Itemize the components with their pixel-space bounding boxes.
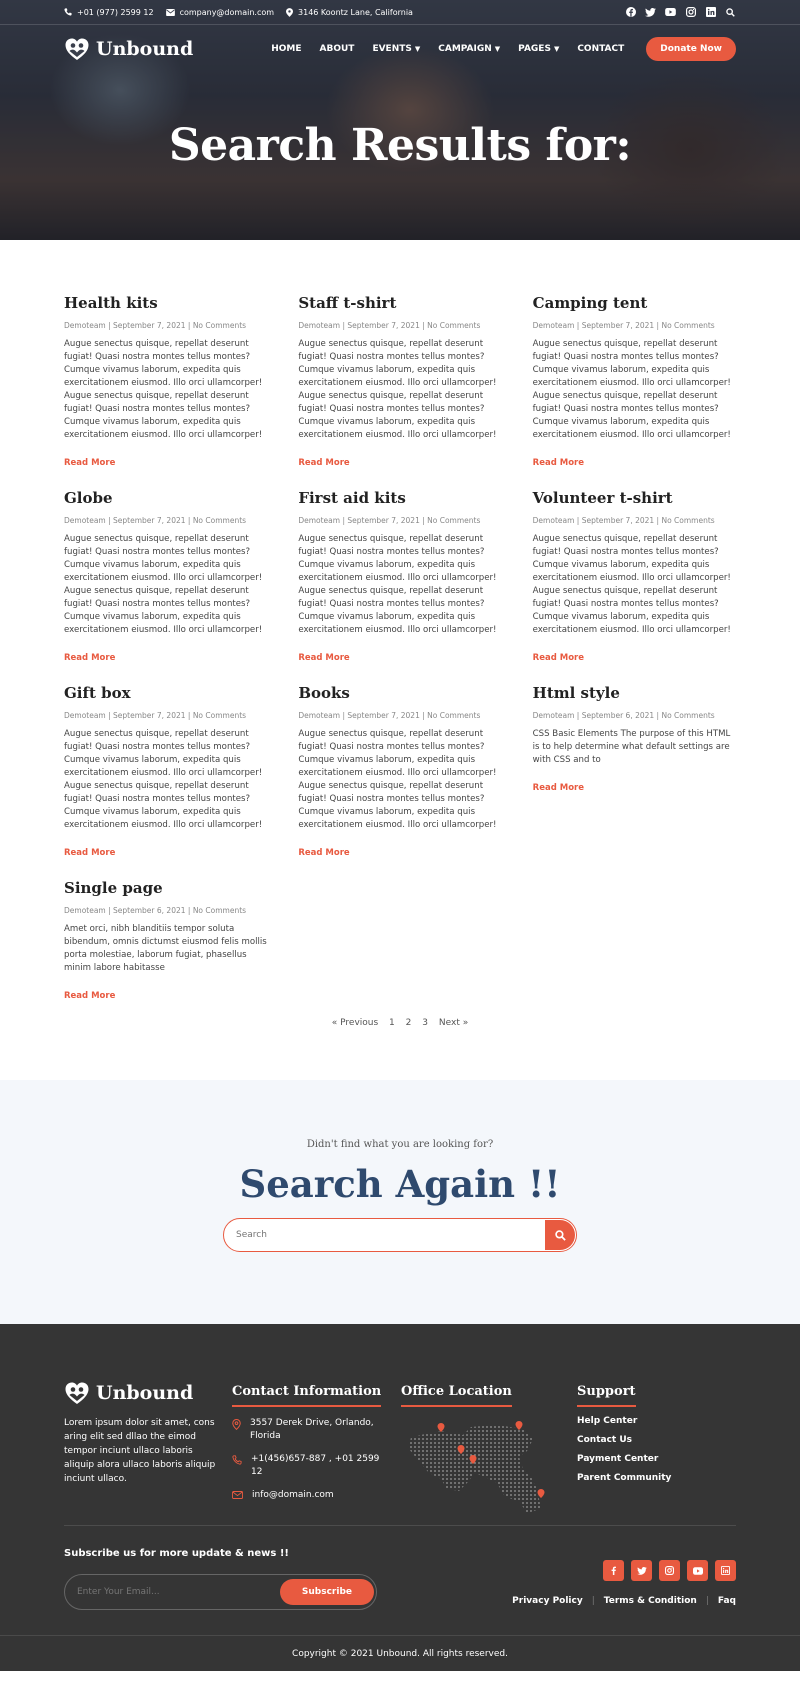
post-excerpt: Augue senectus quisque, repellat deserunt fugiat! Quasi nostra montes tellus montes? Cumque vivamus laborum, expedita quis exercitationem eiusmod. Illo orci ullamcorper! Augue senectus quisque, repellat deserunt fugiat! Quasi nostra montes tellus montes? Cumque vivamus laborum, expedita quis exercitationem eiusmod. Illo orci ullamcorper! xyxy=(298,534,497,635)
heart-hands-logo-icon xyxy=(64,36,90,62)
read-more-link[interactable]: Read More xyxy=(64,991,116,1001)
topbar-phone-text: +01 (977) 2599 12 xyxy=(77,7,154,17)
chevron-down-icon: ▼ xyxy=(414,45,421,53)
post-meta: Demoteam | September 7, 2021 | No Comments xyxy=(532,516,715,525)
twitter-icon[interactable] xyxy=(645,7,656,18)
post-author[interactable]: Demoteam xyxy=(64,711,106,720)
post-excerpt: Augue senectus quisque, repellat deserunt fugiat! Quasi nostra montes tellus montes? Cumque vivamus laborum, expedita quis exercitationem eiusmod. Illo orci ullamcorper! Augue senectus quisque, repellat deserunt fugiat! Quasi nostra montes tellus montes? Cumque vivamus laborum, expedita quis exercitationem eiusmod. Illo orci ullamcorper! xyxy=(532,339,731,440)
support-link-help-center[interactable]: Help Center xyxy=(577,1416,638,1426)
post-date[interactable]: September 6, 2021 xyxy=(113,906,186,915)
page-title: Search Results for: xyxy=(168,120,632,171)
facebook-icon[interactable] xyxy=(603,1560,624,1581)
footer-office-title: Office Location xyxy=(401,1384,512,1407)
topbar-phone[interactable] xyxy=(64,8,154,17)
youtube-icon[interactable] xyxy=(687,1560,708,1581)
post-meta: Demoteam | September 7, 2021 | No Comments xyxy=(64,321,247,330)
envelope-icon xyxy=(232,1491,243,1499)
post-card xyxy=(298,684,501,879)
post-excerpt: Amet orci, nibh blanditiis tempor soluta bibendum, omnis dictumst eiusmod felis mollis porta molestiae, laborum fugiat, phasellus minim labore habitasse xyxy=(64,924,267,973)
post-meta: Demoteam | September 7, 2021 | No Comments xyxy=(298,711,481,720)
post-comments[interactable]: No Comments xyxy=(192,516,247,525)
post-author[interactable]: Demoteam xyxy=(64,906,106,915)
footer-social-links xyxy=(603,1560,736,1581)
legal-link-separator: | xyxy=(591,1596,595,1606)
world-map-image xyxy=(401,1417,551,1517)
post-author[interactable]: Demoteam xyxy=(64,321,106,330)
post-author[interactable]: Demoteam xyxy=(532,321,575,330)
post-comments[interactable]: No Comments xyxy=(192,906,247,915)
subscribe-email-input[interactable] xyxy=(77,1587,280,1597)
phone-icon xyxy=(232,1455,242,1465)
topbar-address-text: 3146 Koontz Lane, California xyxy=(298,7,413,17)
footer-divider xyxy=(64,1525,736,1526)
linkedin-icon[interactable] xyxy=(715,1560,736,1581)
post-excerpt: CSS Basic Elements The purpose of this HTML is to help determine what default settings are with CSS and to xyxy=(532,729,731,765)
search-results xyxy=(0,240,800,1324)
footer-brand-name: Unbound xyxy=(96,1382,194,1404)
topbar-social-links xyxy=(625,7,736,18)
site-footer xyxy=(0,1324,800,1671)
pagination-page-1: 1 xyxy=(389,1018,395,1028)
terms-condition-link[interactable]: Terms & Condition xyxy=(603,1596,697,1606)
footer-contact xyxy=(232,1380,382,1502)
legal-links xyxy=(512,1596,736,1606)
search-icon[interactable] xyxy=(725,7,736,18)
topbar-email[interactable] xyxy=(166,8,274,17)
post-comments[interactable]: No Comments xyxy=(427,711,481,720)
post-title[interactable]: Books xyxy=(298,684,350,702)
nav-item-campaign-label: CAMPAIGN xyxy=(438,44,492,54)
location-pin-icon xyxy=(286,8,293,17)
post-excerpt: Augue senectus quisque, repellat deserunt fugiat! Quasi nostra montes tellus montes? Cumque vivamus laborum, expedita quis exercitationem eiusmod. Illo orci ullamcorper! Augue senectus quisque, repellat deserunt fugiat! Quasi nostra montes tellus montes? Cumque vivamus laborum, expedita quis exercitationem eiusmod. Illo orci ullamcorper! xyxy=(64,339,263,440)
post-meta: Demoteam | September 7, 2021 | No Comments xyxy=(298,516,481,525)
post-date[interactable]: September 7, 2021 xyxy=(113,321,186,330)
post-meta: Demoteam | September 7, 2021 | No Comments xyxy=(298,321,481,330)
privacy-policy-link[interactable]: Privacy Policy xyxy=(512,1596,583,1606)
nav-item-pages[interactable] xyxy=(518,44,559,54)
footer-contact-email[interactable] xyxy=(232,1489,382,1502)
footer-contact-address xyxy=(232,1417,382,1443)
read-more-link[interactable]: Read More xyxy=(298,458,350,468)
footer-contact-title: Contact Information xyxy=(232,1384,381,1407)
subscribe-form xyxy=(64,1574,377,1610)
post-excerpt: Augue senectus quisque, repellat deserunt fugiat! Quasi nostra montes tellus montes? Cumque vivamus laborum, expedita quis exercitationem eiusmod. Illo orci ullamcorper! Augue senectus quisque, repellat deserunt fugiat! Quasi nostra montes tellus montes? Cumque vivamus laborum, expedita quis exercitationem eiusmod. Illo orci ullamcorper! xyxy=(64,534,263,635)
support-link-parent-community[interactable]: Parent Community xyxy=(577,1473,672,1483)
footer-about-text: Lorem ipsum dolor sit amet, cons aring elit sed dllao the eimod tempor inciunt ullaco laboris aliquip alora ullaco laboris aliquip inciunt ullaco. xyxy=(64,1418,216,1484)
faq-link[interactable]: Faq xyxy=(717,1596,736,1606)
post-date[interactable]: September 7, 2021 xyxy=(113,711,186,720)
search-again-title: Search Again !! xyxy=(239,1162,561,1206)
footer-contact-phone[interactable] xyxy=(232,1453,382,1479)
post-author[interactable]: Demoteam xyxy=(298,516,341,525)
post-date[interactable]: September 7, 2021 xyxy=(347,711,420,720)
post-card xyxy=(533,294,736,489)
post-date[interactable]: September 7, 2021 xyxy=(113,516,186,525)
top-bar xyxy=(0,0,800,25)
post-excerpt: Augue senectus quisque, repellat deserunt fugiat! Quasi nostra montes tellus montes? Cumque vivamus laborum, expedita quis exercitationem eiusmod. Illo orci ullamcorper! Augue senectus quisque, repellat deserunt fugiat! Quasi nostra montes tellus montes? Cumque vivamus laborum, expedita quis exercitationem eiusmod. Illo orci ullamcorper! xyxy=(64,729,263,830)
post-comments[interactable]: No Comments xyxy=(661,321,715,330)
pagination-page-3[interactable]: 3 xyxy=(422,1018,428,1028)
post-comments[interactable]: No Comments xyxy=(192,711,247,720)
read-more-link[interactable]: Read More xyxy=(298,653,350,663)
search-submit-button[interactable] xyxy=(545,1220,575,1250)
post-author[interactable]: Demoteam xyxy=(532,516,575,525)
footer-office-location xyxy=(401,1380,551,1517)
envelope-icon xyxy=(166,9,175,16)
footer-about xyxy=(64,1380,224,1486)
donate-now-button[interactable]: Donate Now xyxy=(646,37,736,61)
nav-item-pages-label: PAGES xyxy=(518,44,551,54)
nav-item-about[interactable]: ABOUT xyxy=(319,44,355,54)
linkedin-icon[interactable] xyxy=(705,7,716,18)
topbar-address xyxy=(286,8,413,17)
nav-item-contact[interactable]: CONTACT xyxy=(577,44,625,54)
main-navigation xyxy=(64,34,736,64)
footer-logo[interactable] xyxy=(64,1380,224,1406)
post-excerpt: Augue senectus quisque, repellat deserunt fugiat! Quasi nostra montes tellus montes? Cumque vivamus laborum, expedita quis exercitationem eiusmod. Illo orci ullamcorper! Augue senectus quisque, repellat deserunt fugiat! Quasi nostra montes tellus montes? Cumque vivamus laborum, expedita quis exercitationem eiusmod. Illo orci ullamcorper! xyxy=(298,729,497,830)
post-card xyxy=(64,684,267,879)
post-comments[interactable]: No Comments xyxy=(661,516,715,525)
youtube-icon[interactable] xyxy=(665,7,676,18)
pagination-page-2[interactable]: 2 xyxy=(405,1018,412,1028)
post-title[interactable]: Gift box xyxy=(64,684,131,702)
brand-name: Unbound xyxy=(96,38,194,60)
instagram-icon[interactable] xyxy=(685,7,696,18)
hero-header xyxy=(0,0,800,240)
footer-support-title: Support xyxy=(577,1384,636,1407)
post-date[interactable]: September 7, 2021 xyxy=(347,321,420,330)
search-again-section xyxy=(0,1080,800,1324)
post-meta: Demoteam | September 7, 2021 | No Comments xyxy=(532,321,715,330)
read-more-link[interactable]: Read More xyxy=(64,653,116,663)
post-comments[interactable]: No Comments xyxy=(661,711,715,720)
post-card xyxy=(64,879,267,1074)
footer-email-text: info@domain.com xyxy=(252,1490,334,1500)
post-comments[interactable]: No Comments xyxy=(427,321,481,330)
legal-link-separator: | xyxy=(705,1596,709,1606)
read-more-link[interactable]: Read More xyxy=(532,783,585,793)
post-comments[interactable]: No Comments xyxy=(427,516,481,525)
post-card xyxy=(533,489,736,684)
site-logo[interactable] xyxy=(64,36,193,62)
post-title[interactable]: Html style xyxy=(532,684,620,702)
post-author[interactable]: Demoteam xyxy=(64,516,106,525)
post-card xyxy=(64,489,267,684)
post-date[interactable]: September 6, 2021 xyxy=(581,711,655,720)
post-title[interactable]: Staff t-shirt xyxy=(298,294,397,312)
footer-address-text: 3557 Derek Drive, Orlando, Florida xyxy=(250,1418,374,1441)
pagination-next[interactable]: Next » xyxy=(438,1018,469,1028)
post-author[interactable]: Demoteam xyxy=(532,711,575,720)
post-grid xyxy=(0,240,800,1074)
topbar-email-text: company@domain.com xyxy=(179,7,275,17)
search-again-question: Didn't find what you are looking for? xyxy=(306,1139,494,1150)
read-more-link[interactable]: Read More xyxy=(532,653,585,663)
post-excerpt: Augue senectus quisque, repellat deserunt fugiat! Quasi nostra montes tellus montes? Cumque vivamus laborum, expedita quis exercitationem eiusmod. Illo orci ullamcorper! Augue senectus quisque, repellat deserunt fugiat! Quasi nostra montes tellus montes? Cumque vivamus laborum, expedita quis exercitationem eiusmod. Illo orci ullamcorper! xyxy=(298,339,497,440)
nav-item-events[interactable] xyxy=(372,44,420,54)
read-more-link[interactable]: Read More xyxy=(532,458,585,468)
copyright-text: Copyright © 2021 Unbound. All rights reserved. xyxy=(0,1635,800,1671)
post-card xyxy=(298,294,501,489)
post-title[interactable]: Camping tent xyxy=(532,294,648,312)
support-links xyxy=(577,1416,671,1483)
post-date[interactable]: September 7, 2021 xyxy=(347,516,420,525)
chevron-down-icon: ▼ xyxy=(553,45,560,53)
post-title[interactable]: Globe xyxy=(64,489,113,507)
footer-support xyxy=(577,1380,671,1483)
post-title[interactable]: First aid kits xyxy=(298,489,406,507)
nav-menu xyxy=(271,44,624,54)
post-meta: Demoteam | September 6, 2021 | No Comments xyxy=(532,711,715,720)
instagram-icon[interactable] xyxy=(659,1560,680,1581)
support-link-contact-us[interactable]: Contact Us xyxy=(577,1435,633,1445)
nav-item-events-label: EVENTS xyxy=(372,44,412,54)
post-date[interactable]: September 7, 2021 xyxy=(581,516,655,525)
facebook-icon[interactable] xyxy=(625,7,636,18)
read-more-link[interactable]: Read More xyxy=(298,848,350,858)
post-meta: Demoteam | September 7, 2021 | No Comments xyxy=(64,516,247,525)
post-card xyxy=(298,489,501,684)
read-more-link[interactable]: Read More xyxy=(64,458,116,468)
post-title[interactable]: Single page xyxy=(64,879,163,897)
subscribe-button[interactable]: Subscribe xyxy=(280,1579,374,1605)
chevron-down-icon: ▼ xyxy=(494,45,501,53)
nav-item-home[interactable]: HOME xyxy=(271,44,302,54)
twitter-icon[interactable] xyxy=(631,1560,652,1581)
post-comments[interactable]: No Comments xyxy=(192,321,247,330)
location-pin-icon xyxy=(232,1419,241,1430)
subscribe-title: Subscribe us for more update & news !! xyxy=(64,1548,289,1559)
post-author[interactable]: Demoteam xyxy=(298,321,341,330)
post-author[interactable]: Demoteam xyxy=(298,711,341,720)
read-more-link[interactable]: Read More xyxy=(64,848,116,858)
search-form xyxy=(223,1218,577,1252)
support-link-payment-center[interactable]: Payment Center xyxy=(577,1454,659,1464)
phone-icon xyxy=(64,8,72,16)
pagination-previous[interactable]: « Previous xyxy=(331,1018,379,1028)
heart-hands-logo-icon xyxy=(64,1380,90,1406)
post-card xyxy=(533,684,736,879)
post-meta: Demoteam | September 6, 2021 | No Comments xyxy=(64,906,247,915)
search-icon xyxy=(555,1230,566,1241)
post-card xyxy=(64,294,267,489)
post-excerpt: Augue senectus quisque, repellat deserunt fugiat! Quasi nostra montes tellus montes? Cumque vivamus laborum, expedita quis exercitationem eiusmod. Illo orci ullamcorper! Augue senectus quisque, repellat deserunt fugiat! Quasi nostra montes tellus montes? Cumque vivamus laborum, expedita quis exercitationem eiusmod. Illo orci ullamcorper! xyxy=(532,534,731,635)
search-input[interactable] xyxy=(236,1230,545,1240)
post-meta: Demoteam | September 7, 2021 | No Comments xyxy=(64,711,247,720)
post-title[interactable]: Health kits xyxy=(64,294,158,312)
post-date[interactable]: September 7, 2021 xyxy=(581,321,655,330)
post-title[interactable]: Volunteer t-shirt xyxy=(532,489,673,507)
nav-item-campaign[interactable] xyxy=(438,44,500,54)
footer-phone-text: +1(456)657-887 , +01 2599 12 xyxy=(251,1454,380,1477)
